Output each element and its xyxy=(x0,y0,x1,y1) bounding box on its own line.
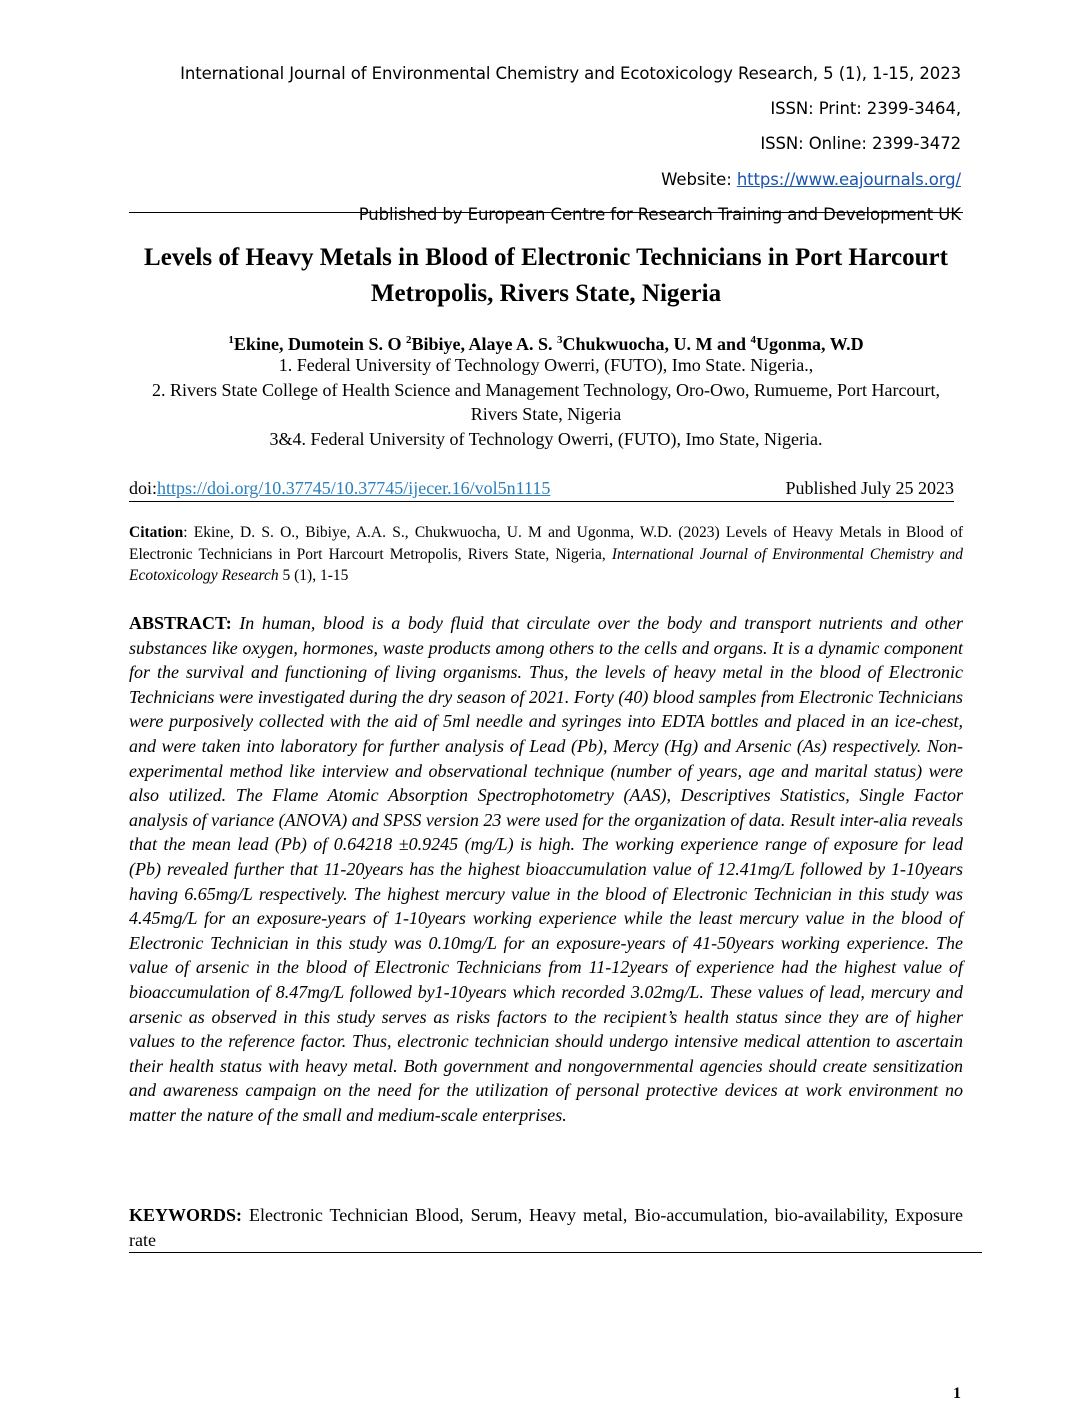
author-4: Ugonma, W.D xyxy=(756,334,864,354)
abstract-text: In human, blood is a body fluid that circulate over the body and transport nutrients and other substances like oxygen, hormones, waste products among others to the cells and organs. It is a dynamic component for the survival and functioning of living organisms. Thus, the levels of heavy metal in the blood of Electronic Technicians were investigated during the dry season of 2021. Forty (40) blood samples from Electronic Technicians were purposively collected with the aid of 5ml needle and syringes into EDTA bottles and placed in an ice-chest, and were taken into laboratory for further analysis of Lead (Pb), Mercy (Hg) and Arsenic (As) respectively. Non-experimental method like interview and observational technique (number of years, age and marital status) were also utilized. The Flame Atomic Absorption Spectrophotometry (AAS), Descriptives Statistics, Single Factor analysis of variance (ANOVA) and SPSS version 23 were used for the organization of data. Result inter-alia reveals that the mean lead (Pb) of 0.64218 ±0.9245 (mg/L) is high. The working experience range of exposure for lead (Pb) revealed further that 11-20years has the highest bioaccumulation value of 12.41mg/L followed by 1-10years having 6.65mg/L respectively. The highest mercury value in the blood of Electronic Technician in this study was 4.45mg/L for an exposure-years of 1-10years working experience while the least mercury value in the blood of Electronic Technician in this study was 0.10mg/L for an exposure-years of 41-50years working experience. The value of arsenic in the blood of Electronic Technicians from 11-12years of experience had the highest value of bioaccumulation of 8.47mg/L followed by1-10years which recorded 3.02mg/L. These values of lead, mercury and arsenic as observed in this study serves as risks factors to the recipient’s health status since they are of higher values to the reference factor. Thus, electronic technician should undergo intensive medical attention to ascertain their health status with heavy metal. Both government and nongovernmental agencies should create sensitization and awareness campaign on the need for the utilization of personal protective devices at work environment no matter the nature of the small and medium-scale enterprises. xyxy=(129,613,964,1125)
citation-tail: 5 (1), 1-15 xyxy=(278,567,349,584)
doi-link[interactable]: https://doi.org/10.37745/10.37745/ijecer.16/vol5n1115 xyxy=(157,478,551,498)
abstract xyxy=(129,611,963,1127)
abstract-label: ABSTRACT: xyxy=(129,613,240,633)
affiliation-3: 3&4. Federal University of Technology Owerri, (FUTO), Imo State, Nigeria. xyxy=(269,429,823,449)
website-label: Website: xyxy=(661,170,737,189)
paper-title: Levels of Heavy Metals in Blood of Electronic Technicians in Port Harcourt Metropolis, Rivers State, Nigeria xyxy=(144,244,948,307)
website-link[interactable]: https://www.eajournals.org/ xyxy=(736,170,961,189)
doi-label: doi: xyxy=(129,478,158,498)
author-list xyxy=(129,328,963,356)
affiliation-1: 1. Federal University of Technology Owerri, (FUTO), Imo State. Nigeria., xyxy=(278,355,814,375)
website-line xyxy=(661,170,961,189)
affiliation-2: 2. Rivers State College of Health Science and Management Technology, Oro-Owo, Rumueme, Port Harcourt, Rivers State, Nigeria xyxy=(151,380,941,424)
keywords xyxy=(129,1203,963,1252)
author-4-sup: 4 xyxy=(750,334,757,346)
keywords-rule xyxy=(129,1252,982,1253)
author-2: Bibiye, Alaye A. S. xyxy=(411,334,557,354)
author-3: Chukwuocha, U. M and xyxy=(562,334,751,354)
journal-header: International Journal of Environmental Chemistry and Ecotoxicology Research, 5 (1), 1-15, 2023 xyxy=(180,64,961,83)
issn-print: ISSN: Print: 2399-3464, xyxy=(770,99,961,118)
author-2-sup: 2 xyxy=(405,334,412,346)
keywords-label: KEYWORDS: xyxy=(129,1205,249,1225)
doi-row xyxy=(129,476,954,500)
citation-label: Citation xyxy=(129,524,184,541)
page-number: 1 xyxy=(953,1385,961,1402)
doi-rule xyxy=(129,501,954,502)
author-3-sup: 3 xyxy=(556,334,563,346)
issn-online: ISSN: Online: 2399-3472 xyxy=(760,134,961,153)
citation-text: : Ekine, D. S. O., Bibiye, A.A. S., Chukwuocha, U. M and Ugonma, W.D. (2023) Levels of Heavy Metals in Blood of Electronic Technicians in Port Harcourt Metropolis, Rivers State, Nigeria, xyxy=(129,524,963,563)
author-1: Ekine, Dumotein S. O xyxy=(233,334,406,354)
citation xyxy=(129,522,963,587)
citation-journal: International Journal of Environmental Chemistry and Ecotoxicology Research xyxy=(129,545,963,584)
author-1-sup: 1 xyxy=(228,334,234,346)
keywords-text: Electronic Technician Blood, Serum, Heavy metal, Bio-accumulation, bio-availability, Exposure rate xyxy=(129,1205,963,1250)
published-date: Published July 25 2023 xyxy=(785,478,954,498)
publisher-line: Published by European Centre for Research Training and Development UK xyxy=(358,205,961,224)
